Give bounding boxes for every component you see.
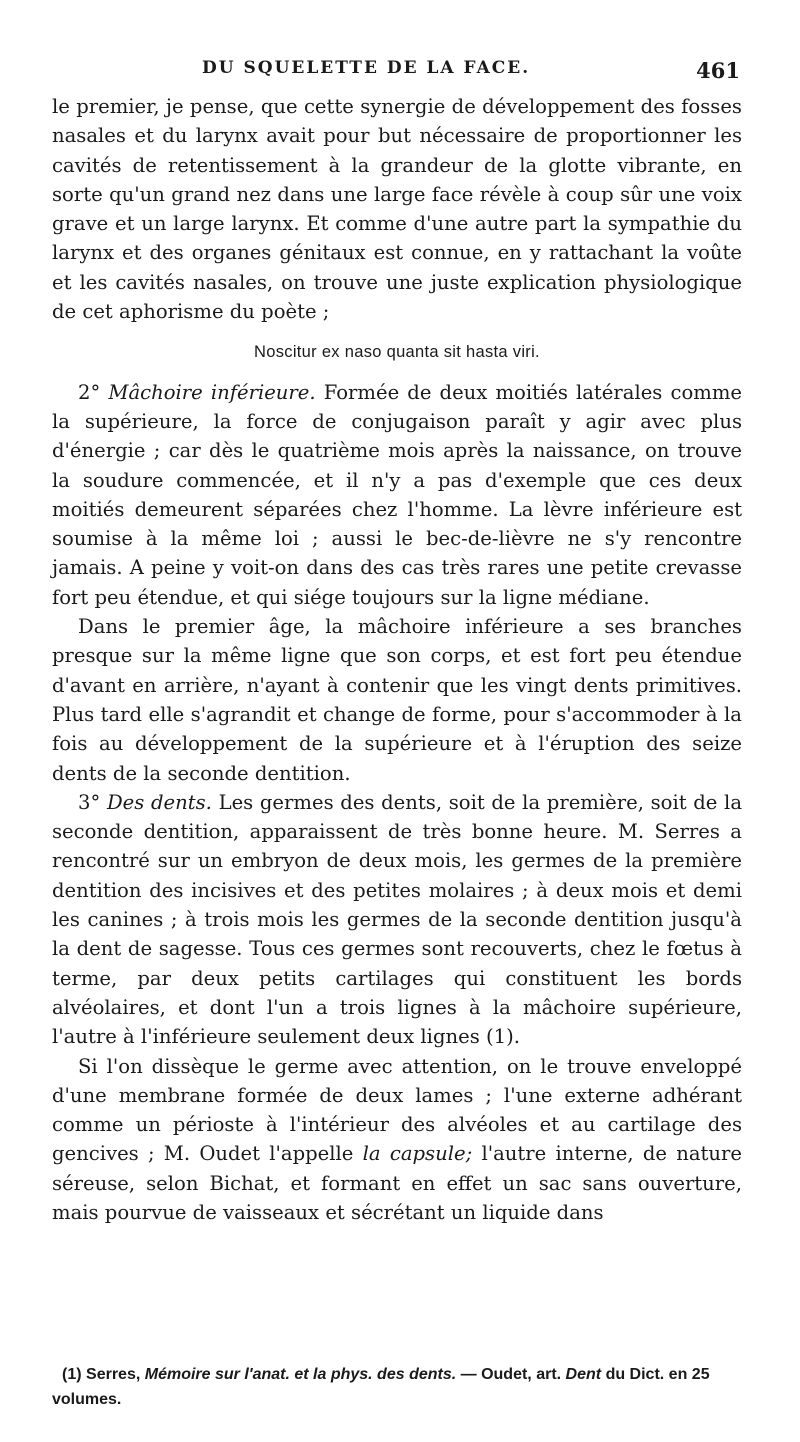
section-number-2: 2°: [78, 380, 101, 404]
footnotes: [52, 1362, 742, 1412]
footnote-rest: — Oudet, art.: [460, 1366, 562, 1383]
paragraph-5: [52, 1052, 742, 1228]
section-number-3: 3°: [78, 790, 101, 814]
latin-quote: Noscitur ex naso quanta sit hasta viri.: [254, 343, 540, 362]
paragraph-5-text-a: Si l'on dissèque le germe avec attention, on le trouve enveloppé d'une membrane formée de deux lames ; l'une externe adhérant comme un périoste à l'intérieur des alvéoles et au cartilage des gencives ; M. Oudet l'appelle: [52, 1054, 742, 1166]
paragraph-3: Dans le premier âge, la mâchoire inférieure a ses branches presque sur la même ligne que son corps, et est fort peu étendue d'avant en arrière, n'ayant à contenir que les vingt dents primitives. Plus tard elle s'agrandit et change de forme, pour s'accommoder à la fois au développement de la supérieure et à l'éruption des seize dents de la seconde dentition.: [52, 615, 742, 785]
capsule-term: la capsule;: [362, 1142, 473, 1166]
footnote-author: Serres,: [86, 1366, 141, 1383]
footnote-marker: (1): [62, 1366, 82, 1383]
footnote-tail: du Dict. en 25 volumes.: [52, 1366, 710, 1408]
footnote-1: [52, 1362, 742, 1412]
paragraph-5-text-b: l'autre interne, de nature séreuse, selon Bichat, et formant en effet un sac sans ouverture, mais pourvue de vaisseaux et sécrétant un liquide dans: [52, 1142, 742, 1224]
section-title-dents: Des dents.: [106, 790, 212, 814]
footnote-work: Mémoire sur l'anat. et la phys. des dents.: [144, 1366, 457, 1383]
running-head: [52, 58, 740, 86]
paragraph-4: [52, 788, 742, 1052]
paragraph-2-text: Formée de deux moitiés latérales comme la supérieure, la force de conjugaison paraît y agir avec plus d'énergie ; car dès le quatrième mois après la naissance, on trouve la soudure commencée, et il n'y a pas d'exemple que ces deux moitiés demeurent séparées chez l'homme. La lèvre inférieure est soumise à la même loi ; aussi le bec-de-lièvre ne s'y rencontre jamais. A peine y voit-on dans des cas très rares une petite crevasse fort peu étendue, et qui siége toujours sur la ligne médiane.: [52, 380, 742, 609]
paragraph-1: le premier, je pense, que cette synergie de développement des fosses nasales et du larynx avait pour but nécessaire de proportionner les cavités de retentissement à la grandeur de la glotte vibrante, en sorte qu'un grand nez dans une large face révèle à coup sûr une voix grave et un large larynx. Et comme d'une autre part la sympathie du larynx et des organes génitaux est connue, en y rattachant la voûte et les cavités nasales, on trouve une juste explication physiologique de cet aphorisme du poète ;: [52, 95, 742, 324]
page-number: 461: [696, 58, 740, 83]
body-text: [52, 92, 742, 1227]
running-title: DU SQUELETTE DE LA FACE.: [202, 58, 531, 78]
paragraph-4-text: Les germes des dents, soit de la première, soit de la seconde dentition, apparaissent de très bonne heure. M. Serres a rencontré sur un embryon de deux mois, les germes de la première dentition des incisives et des petites molaires ; à deux mois et demi les canines ; à trois mois les germes de la seconde dentition jusqu'à la dent de sagesse. Tous ces germes sont recouverts, chez le fœtus à terme, par deux petits cartilages qui constituent les bords alvéolaires, et dont l'un a trois lignes à la mâchoire supérieure, l'autre à l'inférieure seulement deux lignes (1).: [52, 790, 742, 1049]
footnote-work-2: Dent: [565, 1366, 602, 1383]
paragraph-2: [52, 378, 742, 612]
section-title-machoire: Mâchoire inférieure.: [108, 380, 316, 404]
